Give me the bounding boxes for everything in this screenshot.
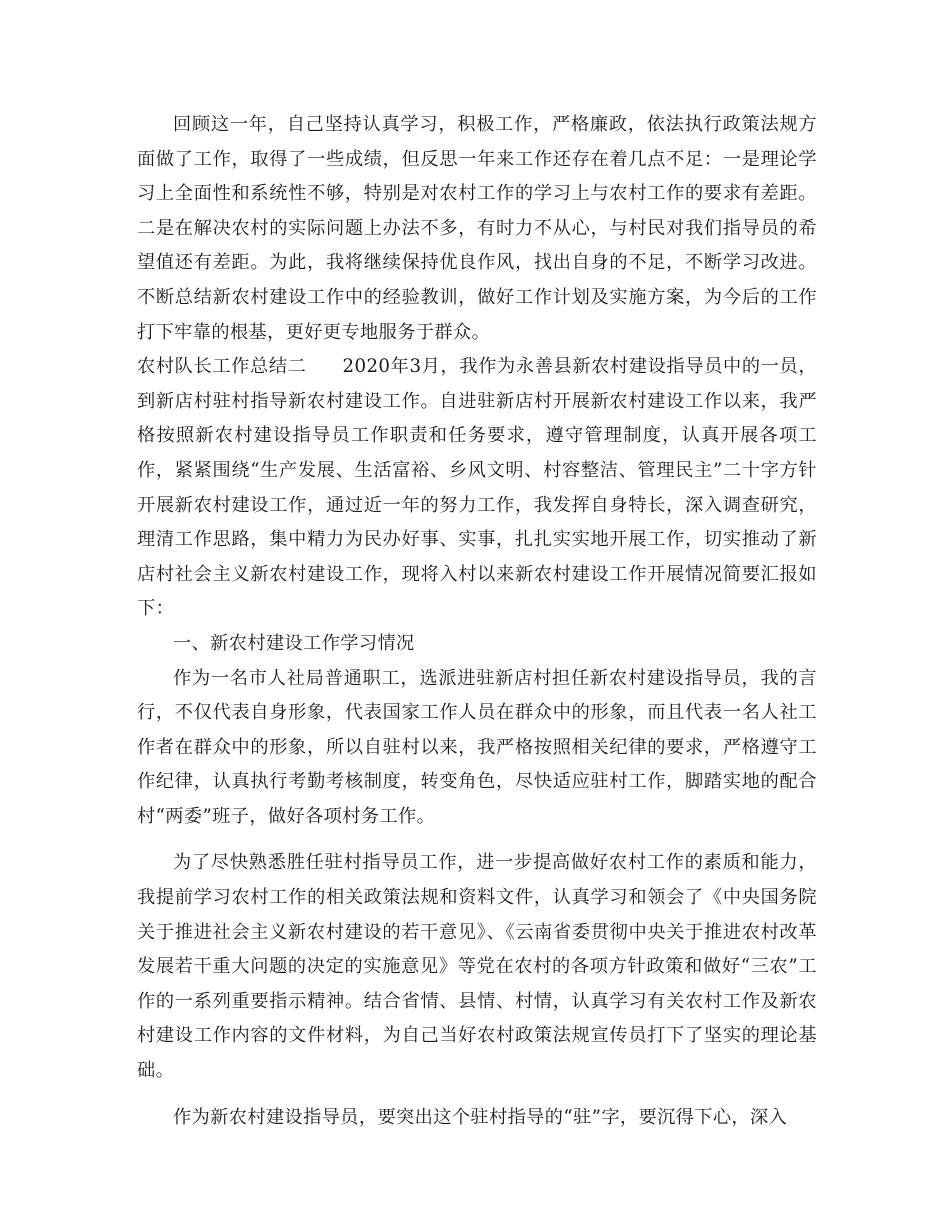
paragraph-body-3: 作为新农村建设指导员，要突出这个驻村指导的“驻”字，要沉得下心，深入 [173, 1106, 788, 1128]
section-title: 农村队长工作总结二 [137, 356, 307, 378]
section-intro-text: 2020年3月，我作为永善县新农村建设指导员中的一员，到新店村驻村指导新农村建设工作。自进驻新店村开展新农村建设工作以来，我严格按照新农村建设指导员工作职责和任务要求，遵守管理制度，认真开展各项工作，紧紧围绕“生产发展、生活富裕、乡风文明、村容整洁、管理民主”二十字方针开展新农村建设工作，通过近一年的努力工作，我发挥自身特长，深入调查研究，理清工作思路，集中精力为民办好事、实事，扎扎实实地开展工作，切实推动了新店村社会主义新农村建设工作，现将入村以来新农村建设工作开展情况简要汇报如下： [137, 356, 817, 620]
paragraph-gap [137, 1089, 817, 1101]
paragraph-body-1: 作为一名市人社局普通职工，选派进驻新店村担任新农村建设指导员，我的言行，不仅代表自身形象，代表国家工作人员在群众中的形象，而且代表一名人社工作者在群众中的形象，所以自驻村以来，我严格按照相关纪律的要求，严格遵守工作纪律，认真执行考勤考核制度，转变角色，尽快适应驻村工作，脚踏实地的配合村“两委”班子，做好各项村务工作。 [137, 667, 817, 827]
paragraph-gap [137, 834, 817, 846]
section-intro-paragraph [137, 350, 817, 627]
paragraph-body-2: 为了尽快熟悉胜任驻村指导员工作，进一步提高做好农村工作的素质和能力，我提前学习农村工作的相关政策法规和资料文件，认真学习和领会了《中央国务院关于推进社会主义新农村建设的若干意见》、《云南省委贯彻中央关于推进农村改革发展若干重大问题的决定的实施意见》等党在农村的各项方针政策和做好“三农”工作的一系列重要指示精神。结合省情、县情、村情，认真学习有关农村工作及新农村建设工作内容的文件材料，为自己当好农村政策法规宣传员打下了坚实的理论基础。 [137, 852, 817, 1082]
subheading-study: 一、新农村建设工作学习情况 [173, 632, 415, 654]
document-body [137, 108, 817, 1135]
paragraph-review: 回顾这一年，自己坚持认真学习，积极工作，严格廉政，依法执行政策法规方面做了工作，取得了一些成绩，但反思一年来工作还存在着几点不足：一是理论学习上全面性和系统性不够，特别是对农村工作的学习上与农村工作的要求有差距。二是在解决农村的实际问题上办法不多，有时力不从心，与村民对我们指导员的希望值还有差距。为此，我将继续保持优良作风，找出自身的不足，不断学习改进。不断总结新农村建设工作中的经验教训，做好工作计划及实施方案，为今后的工作打下牢靠的根基，更好更专地服务于群众。 [137, 114, 817, 343]
